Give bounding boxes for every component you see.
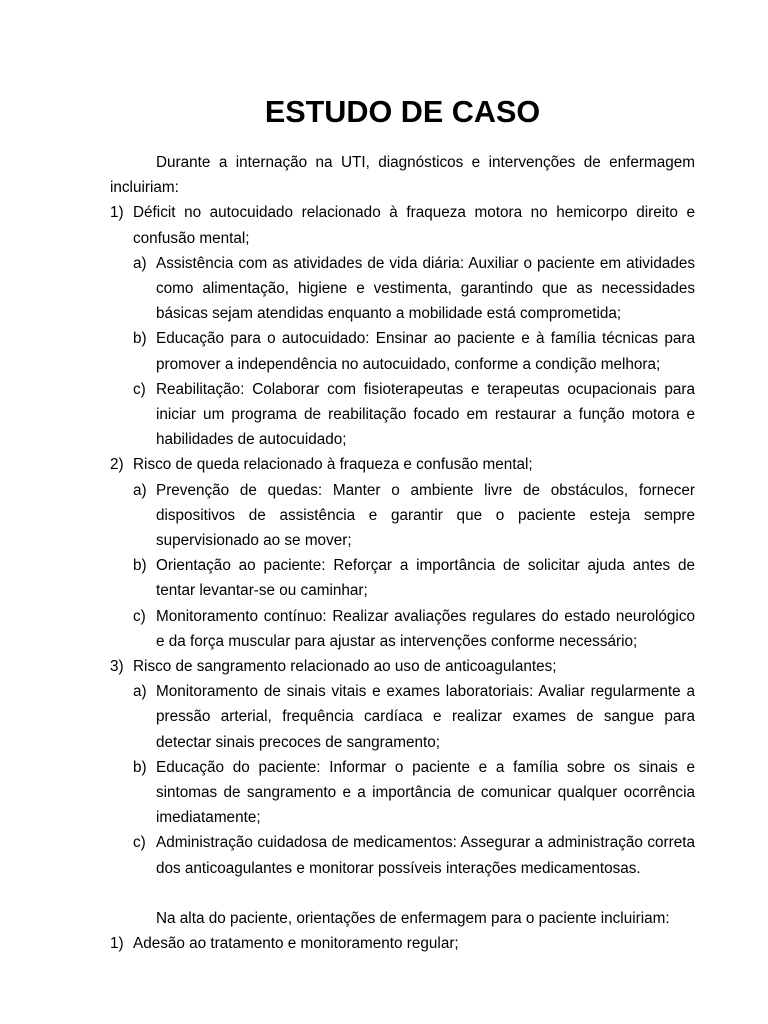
interventions-list	[133, 251, 695, 453]
intervention-item	[133, 679, 695, 755]
diagnoses-list	[110, 200, 695, 880]
discharge-intro-paragraph: Na alta do paciente, orientações de enfermagem para o paciente incluiriam:	[156, 909, 670, 927]
list-marker: b)	[133, 330, 147, 348]
intervention-text: Prevenção de quedas: Manter o ambiente livre de obstáculos, fornecer dispositivos de assistência e garantir que o paciente esteja sempre supervisionado ao se mover;	[156, 481, 695, 550]
list-marker: c)	[133, 834, 146, 852]
intervention-text: Monitoramento contínuo: Realizar avaliações regulares do estado neurológico e da força muscular para ajustar as intervenções conforme necessário;	[156, 607, 695, 650]
list-marker: 3)	[110, 658, 124, 676]
intervention-item	[133, 604, 695, 654]
intervention-item	[133, 251, 695, 327]
interventions-list	[133, 679, 695, 881]
list-marker: c)	[133, 607, 146, 625]
list-marker: a)	[133, 254, 147, 272]
intro-paragraph: Durante a internação na UTI, diagnósticos e intervenções de enfermagem incluiriam:	[110, 154, 695, 197]
diagnosis-text: Déficit no autocuidado relacionado à fraqueza motora no hemicorpo direito e confusão mental;	[133, 204, 695, 247]
intervention-item	[133, 830, 695, 880]
intervention-text: Orientação ao paciente: Reforçar a importância de solicitar ajuda antes de tentar levantar-se ou caminhar;	[156, 557, 695, 600]
list-marker: 1)	[110, 204, 124, 222]
intervention-item	[133, 553, 695, 603]
document-title: ESTUDO DE CASO	[264, 95, 541, 129]
list-marker: 2)	[110, 456, 124, 474]
diagnosis-text: Risco de sangramento relacionado ao uso de anticoagulantes;	[133, 658, 557, 676]
list-marker: a)	[133, 683, 147, 701]
intervention-item	[133, 377, 695, 453]
discharge-item	[110, 931, 695, 956]
diagnosis-item	[110, 654, 695, 881]
intervention-text: Administração cuidadosa de medicamentos: Assegurar a administração correta dos anticoagulantes e monitorar possíveis interações medicamentosas.	[156, 834, 695, 877]
diagnosis-text: Risco de queda relacionado à fraqueza e confusão mental;	[133, 456, 533, 474]
interventions-list	[133, 478, 695, 654]
discharge-list	[110, 931, 695, 956]
list-marker: b)	[133, 557, 147, 575]
intervention-item	[133, 326, 695, 376]
intervention-item	[133, 478, 695, 554]
intervention-text: Educação para o autocuidado: Ensinar ao paciente e à família técnicas para promover a independência no autocuidado, conforme a condição melhora;	[156, 330, 695, 373]
intervention-text: Reabilitação: Colaborar com fisioterapeutas e terapeutas ocupacionais para iniciar um programa de reabilitação focado em restaurar a função motora e habilidades de autocuidado;	[156, 380, 695, 449]
diagnosis-item	[110, 200, 695, 452]
list-marker: b)	[133, 758, 147, 776]
diagnosis-item	[110, 452, 695, 654]
list-marker: 1)	[110, 935, 124, 953]
discharge-text: Adesão ao tratamento e monitoramento regular;	[133, 935, 459, 953]
intervention-text: Monitoramento de sinais vitais e exames laboratoriais: Avaliar regularmente a pressão arterial, frequência cardíaca e realizar exames de sangue para detectar sinais precoces de sangramento;	[156, 683, 695, 751]
list-marker: a)	[133, 481, 147, 499]
intervention-item	[133, 755, 695, 831]
intervention-text: Educação do paciente: Informar o paciente e a família sobre os sinais e sintomas de sangramento e a importância de comunicar qualquer ocorrência imediatamente;	[156, 758, 695, 827]
list-marker: c)	[133, 380, 146, 398]
intervention-text: Assistência com as atividades de vida diária: Auxiliar o paciente em atividades como alimentação, higiene e vestimenta, garantindo que as necessidades básicas sejam atendidas enquanto a mobilidade está comprometida;	[156, 254, 695, 323]
